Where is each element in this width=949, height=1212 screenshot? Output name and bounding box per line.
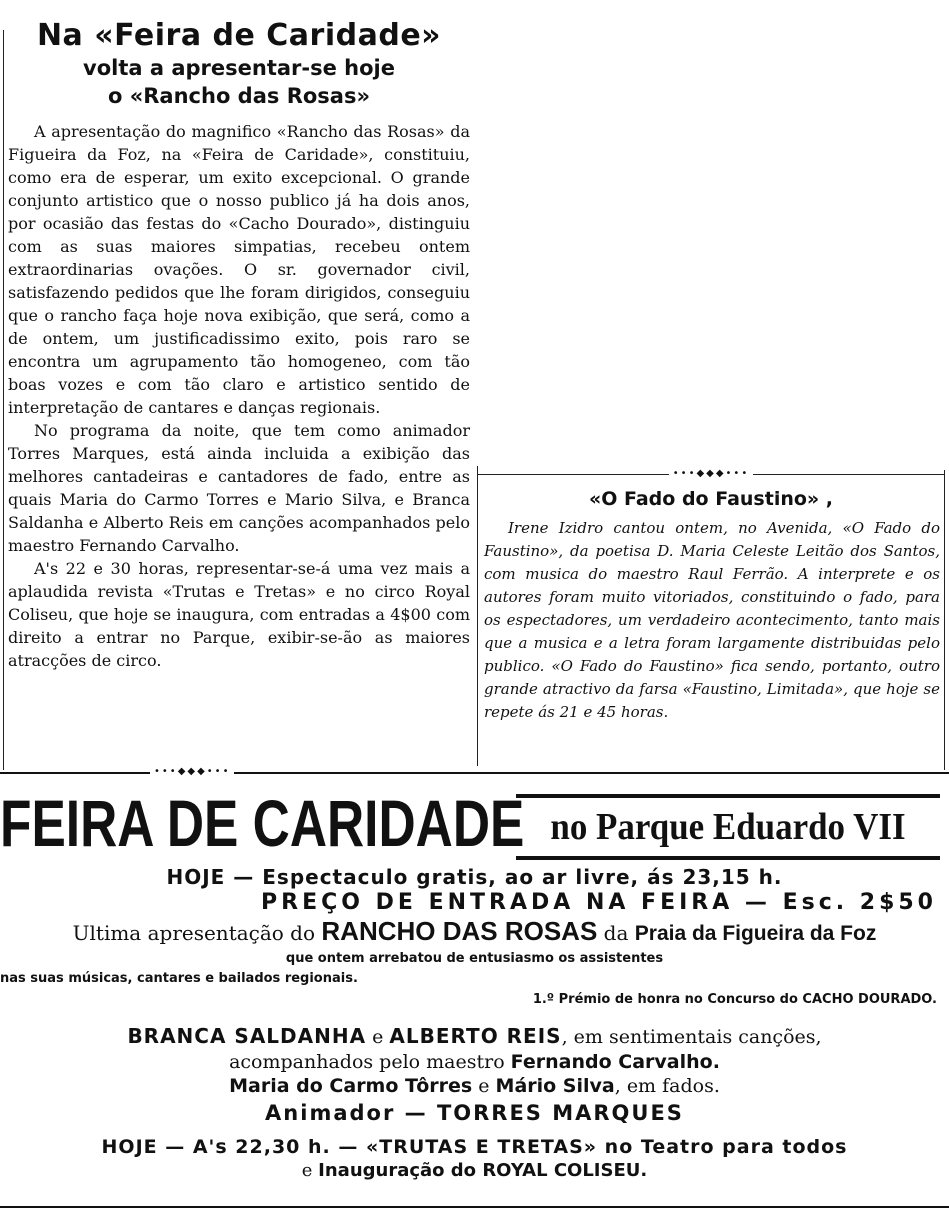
ad-singers-and: e [366, 1026, 390, 1048]
article-title: Na «Feira de Caridade» [36, 18, 442, 53]
ad-singers-desc: , em sentimentais canções, [561, 1026, 822, 1048]
separator-ornament: •••◆◆◆••• [150, 766, 234, 777]
ad-title-row [0, 786, 949, 864]
left-column-rule [3, 30, 4, 770]
ad-fadista-2: Mário Silva [495, 1075, 615, 1097]
article-body [8, 120, 470, 672]
article-subtitle-1: volta a apresentar-se hoje [83, 56, 395, 80]
advertisement-feira [0, 786, 949, 1182]
ad-singer-2: ALBERTO REIS [389, 1024, 562, 1048]
section-separator [0, 772, 949, 782]
ad-location: no Parque Eduardo VII [550, 806, 906, 848]
article-paragraph: Irene Izidro cantou ontem, no Avenida, «O Fado do Faustino», da poetisa D. Maria Celeste Leitão dos Santos, com musica do maestro Raul Ferrão. A interprete e os autores foram muito vitoriados, constituindo o fado, para os espectadores, um verdadeiro acontecimento, tanto mais que a musica e a letra foram largamente distribuidas pelo publico. «O Fado do Faustino» fica sendo, portanto, outro grande atractivo da farsa «Faustino, Limitada», que hoje se repete ás 21 e 45 horas. [484, 519, 940, 721]
ad-line-rancho-da: da [597, 921, 635, 945]
article-paragraph-3: A's 22 e 30 horas, representar-se-á uma vez mais a aplaudida revista «Trutas e Tretas» e no circo Royal Coliseu, que hoje se inaugura, com entradas a 4$00 com direito a entrar no Parque, exibir-se-ão as maiores atracções de circo. [8, 559, 470, 670]
ornament-divider [478, 466, 944, 479]
ad-line-host: Animador — TORRES MARQUES [265, 1101, 684, 1125]
article-title: «O Fado do Faustino» , [588, 488, 834, 510]
ad-line-singers [0, 1023, 949, 1050]
ad-singer-1: BRANCA SALDANHA [127, 1024, 367, 1048]
article-subtitle-2: o «Rancho das Rosas» [107, 84, 371, 108]
ad-line-rancho-place: Praia da Figueira da Foz [634, 922, 877, 945]
ad-fadista-1: Maria do Carmo Tôrres [229, 1075, 473, 1097]
ad-line-rancho-name: RANCHO DAS ROSAS [321, 916, 598, 946]
ad-line-rancho [0, 916, 949, 949]
ad-maestro-name: Fernando Carvalho. [510, 1051, 720, 1073]
article-feira-de-caridade [8, 14, 470, 672]
ad-location-box [516, 794, 940, 860]
ad-line-coliseu [0, 1160, 949, 1182]
right-edge-rule [944, 470, 945, 770]
ornament-glyphs: •••◆◆◆••• [669, 468, 753, 479]
ad-line-enthusiasm: que ontem arrebatou de entusiasmo os assistentes [285, 951, 664, 966]
ad-line-maestro [0, 1050, 949, 1074]
ad-line-price: PREÇO DE ENTRADA NA FEIRA — Esc. 2$50 [261, 890, 937, 915]
ad-line-show-time: HOJE — Espectaculo gratis, ao ar livre, ás 23,15 h. [166, 865, 783, 889]
ad-line-revue: HOJE — A's 22,30 h. — «TRUTAS E TRETAS» no Teatro para todos [101, 1136, 848, 1158]
ad-line-prize: 1.º Prémio de honra no Concurso do CACHO DOURADO. [532, 992, 937, 1007]
ad-fadistas-and: e [472, 1075, 496, 1097]
ad-fadistas-desc: , em fados. [614, 1075, 720, 1097]
ad-maestro-intro: acompanhados pelo maestro [229, 1051, 511, 1073]
article-paragraph-1: A apresentação do magnifico «Rancho das Rosas» da Figueira da Foz, na «Feira de Caridade», constituiu, como era de esperar, um exito excepcional. O grande conjunto artistico que o nosso publico já ha dois anos, por ocasião das festas do «Cacho Dourado», distinguiu com as suas maiores simpatias, recebeu ontem extraordinarias ovações. O sr. governador civil, satisfazendo pedidos que lhe foram dirigidos, conseguiu que o rancho faça hoje nova exibição, que será, como a de ontem, um justificadissimo exito, pois raro se encontra um agrupamento tão homogeneo, com tão boas vozes e com tão claro e artistico sentido de interpretação de cantares e danças regionais. [8, 122, 470, 417]
article-fado-do-faustino [478, 466, 944, 724]
bottom-rule [0, 1206, 949, 1208]
ad-coliseu-text: Inauguração do ROYAL COLISEU. [318, 1160, 648, 1181]
ad-line-rancho-intro: Ultima apresentação do [72, 921, 322, 945]
ad-headline: FEIRA DE CARIDADE [0, 786, 525, 860]
article-paragraph-2: No programa da noite, que tem como animador Torres Marques, está ainda incluida a exibição das melhores cantadeiras e cantadores de fado, entre as quais Maria do Carmo Torres e Mario Silva, e Branca Saldanha e Alberto Reis em canções acompanhados pelo maestro Fernando Carvalho. [8, 421, 470, 555]
ad-coliseu-and: e [301, 1160, 319, 1181]
ad-line-music: nas suas músicas, cantares e bailados regionais. [0, 971, 358, 986]
ad-line-fadistas [0, 1074, 949, 1098]
